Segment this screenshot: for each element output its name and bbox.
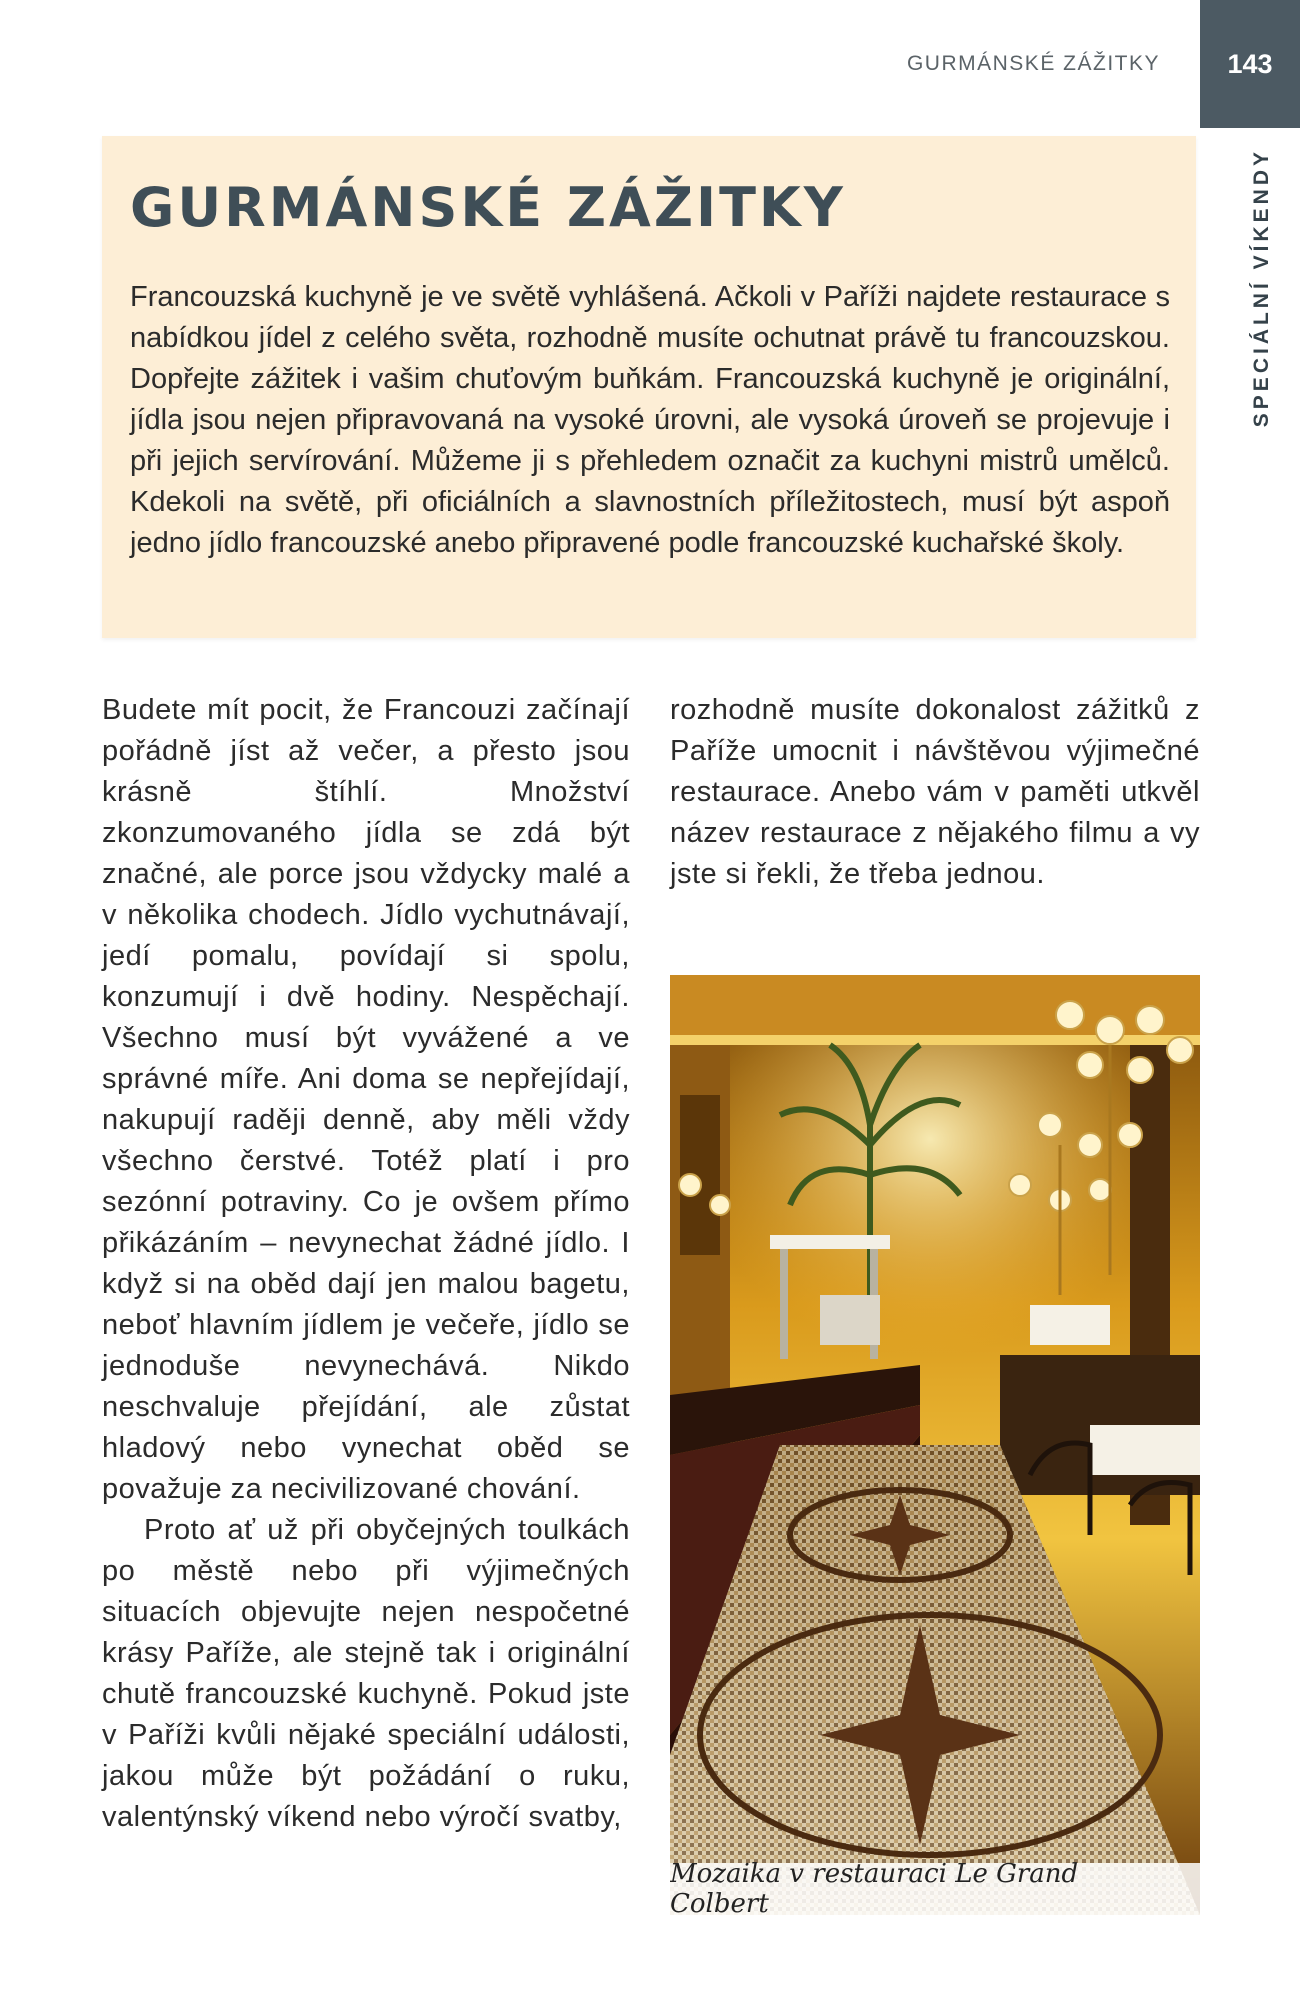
restaurant-interior-illustration [670,975,1200,1915]
photo-caption: Mozaika v restauraci Le Grand Colbert [670,1863,1200,1915]
body-paragraph-2-continued: rozhodně musíte dokonalost zážitků z Paříže umocnit i návštěvou výjimečné restaurace. Anebo vám v paměti utkvěl název restaurace z nějakého filmu a vy jste si řekli, že třeba jednou. [670,694,1200,890]
page-title: GURMÁNSKÉ ZÁŽITKY [130,176,846,239]
page-number: 143 [1200,0,1300,128]
restaurant-photo [670,975,1200,1915]
side-section-label: SPECIÁLNÍ VÍKENDY [1250,148,1273,428]
intro-text: Francouzská kuchyně je ve světě vyhlášená. Ačkoli v Paříži najdete restaurace s nabídkou jídel z celého světa, rozhodně musíte ochutnat právě tu francouzskou. Dopřejte zážitek i vašim chuťovým buňkám. Francouzská kuchyně je originální, jídla jsou nejen připravovaná na vysoké úrovni, ale vysoká úroveň se projevuje i při jejich servírování. Můžeme ji s přehledem označit za kuchyni mistrů umělců. Kdekoli na světě, při oficiálních a slavnostních příležitostech, musí být aspoň jedno jídlo francouzské anebo připravené podle francouzské kuchařské školy. [130,281,1170,559]
running-title: GURMÁNSKÉ ZÁŽITKY [906,52,1160,75]
intro-box [102,136,1196,638]
body-paragraph-2: Proto ať už při obyčejných toulkách po městě nebo při výjimečných situacích objevujte nejen nespočetné krásy Paříže, ale stejně tak i originální chutě francouzské kuchyně. Pokud jste v Paříži kvůli nějaké speciální události, jakou může být požádání o ruku, valentýnský víkend nebo výročí svatby, [102,1514,630,1833]
right-column [670,690,1200,895]
body-paragraph-1: Budete mít pocit, že Francouzi začínají pořádně jíst až večer, a přesto jsou krásně štíhlí. Množství zkonzumovaného jídla se zdá být značné, ale porce jsou vždycky malé a v několika chodech. Jídlo vychutnávají, jedí pomalu, povídají si spolu, konzumují i dvě hodiny. Nespěchají. Všechno musí být vyvážené a ve správné míře. Ani doma se nepřejídají, nakupují raději denně, aby měli vždy všechno čerstvé. Totéž platí i pro sezónní potraviny. Co je ovšem přímo přikázáním – nevynechat žádné jídlo. I když si na oběd dají jen malou bagetu, neboť hlavním jídlem je večeře, jídlo se jednoduše nevynechává. Nikdo neschvaluje přejídání, ale zůstat hladový nebo vynechat oběd se považuje za necivilizované chování. [102,694,630,1505]
left-column [102,690,630,1838]
